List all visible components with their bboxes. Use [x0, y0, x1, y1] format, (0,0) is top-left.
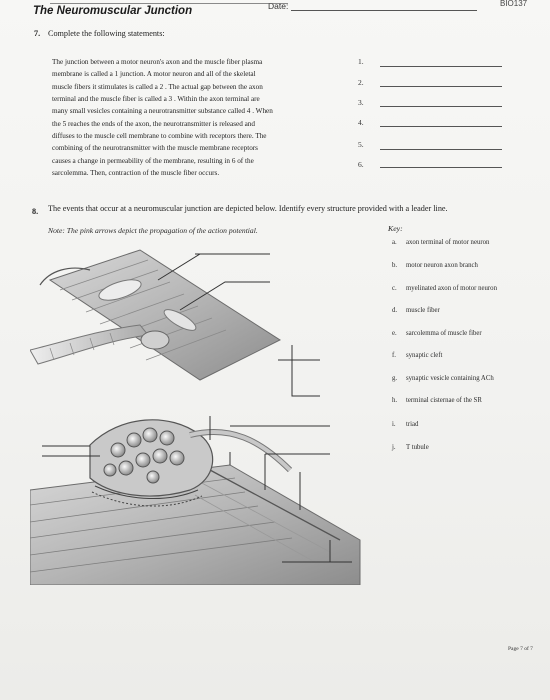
- question-8-prompt: The events that occur at a neuromuscular junction are depicted below. Identify every structure provided with a leader line.: [48, 204, 448, 213]
- paragraph-line: the 5 reaches the ends of the axon, the neurotransmitter is released and: [52, 119, 255, 128]
- question-7-prompt: Complete the following statements:: [48, 29, 165, 38]
- course-code: BIO137: [500, 0, 528, 8]
- key-item-j: j. T tubule: [392, 444, 429, 451]
- answer-field-1[interactable]: [380, 66, 502, 67]
- figure-note: Note: The pink arrows depict the propagation of the action potential.: [48, 226, 258, 235]
- key-title: Key:: [388, 224, 403, 233]
- paragraph-line: combining of the neurotransmitter with the muscle membrane receptors: [52, 144, 258, 153]
- key-item-g: g. synaptic vesicle containing ACh: [392, 375, 494, 382]
- page-number: Page 7 of 7: [508, 646, 533, 652]
- answer-field-6[interactable]: [380, 167, 502, 168]
- paragraph-line: diffuses to the muscle cell membrane to combine with receptors there. The: [52, 132, 267, 141]
- answer-number-5: 5.: [358, 140, 364, 149]
- date-line: [291, 10, 477, 11]
- paragraph-line: many small vesicles containing a neurotransmitter substance called 4 . When: [52, 107, 273, 116]
- answer-number-4: 4.: [358, 118, 364, 127]
- key-item-h: h. terminal cisternae of the SR: [392, 397, 482, 404]
- answer-number-6: 6.: [358, 160, 364, 169]
- key-item-d: d. muscle fiber: [392, 307, 440, 314]
- paragraph-line: membrane is called a 1 junction. A motor neuron and all of the skeletal: [52, 70, 256, 79]
- worksheet-title: The Neuromuscular Junction: [33, 5, 193, 17]
- paragraph-line: terminal and the muscle fiber is called a 3 . Within the axon terminal are: [52, 95, 260, 104]
- answer-number-3: 3.: [358, 98, 364, 107]
- answer-number-2: 2.: [358, 78, 364, 87]
- muscle-fiber-upper: [40, 250, 280, 380]
- key-item-b: b. motor neuron axon branch: [392, 262, 478, 269]
- key-item-a: a. axon terminal of motor neuron: [392, 239, 490, 246]
- answer-field-2[interactable]: [380, 86, 502, 87]
- answer-number-1: 1.: [358, 57, 364, 66]
- question-7-paragraph: [52, 56, 334, 179]
- leader-line: [292, 345, 320, 396]
- key-item-c: c. myelinated axon of motor neuron: [392, 285, 497, 292]
- paragraph-line: causes a change in permeability of the membrane, resulting in 6 of the: [52, 156, 254, 165]
- date-label: Date:: [268, 1, 289, 11]
- answer-field-5[interactable]: [380, 149, 502, 150]
- neuromuscular-junction-diagram: [30, 240, 380, 585]
- question-8-number: 8.: [32, 207, 39, 216]
- paragraph-line: The junction between a motor neuron's axon and the muscle fiber plasma: [52, 58, 263, 66]
- answer-field-3[interactable]: [380, 106, 502, 107]
- key-item-e: e. sarcolemma of muscle fiber: [392, 330, 482, 337]
- header-rule: [30, 0, 290, 12]
- question-7-number: 7.: [34, 29, 41, 38]
- paragraph-line: muscle fibers it stimulates is called a 2 . The actual gap between the axon: [52, 82, 263, 91]
- paragraph-line: sarcolemma. Then, contraction of the muscle fiber occurs.: [52, 169, 220, 178]
- key-item-f: f. synaptic cleft: [392, 352, 443, 359]
- key-item-i: i. triad: [392, 421, 419, 428]
- answer-field-4[interactable]: [380, 126, 502, 127]
